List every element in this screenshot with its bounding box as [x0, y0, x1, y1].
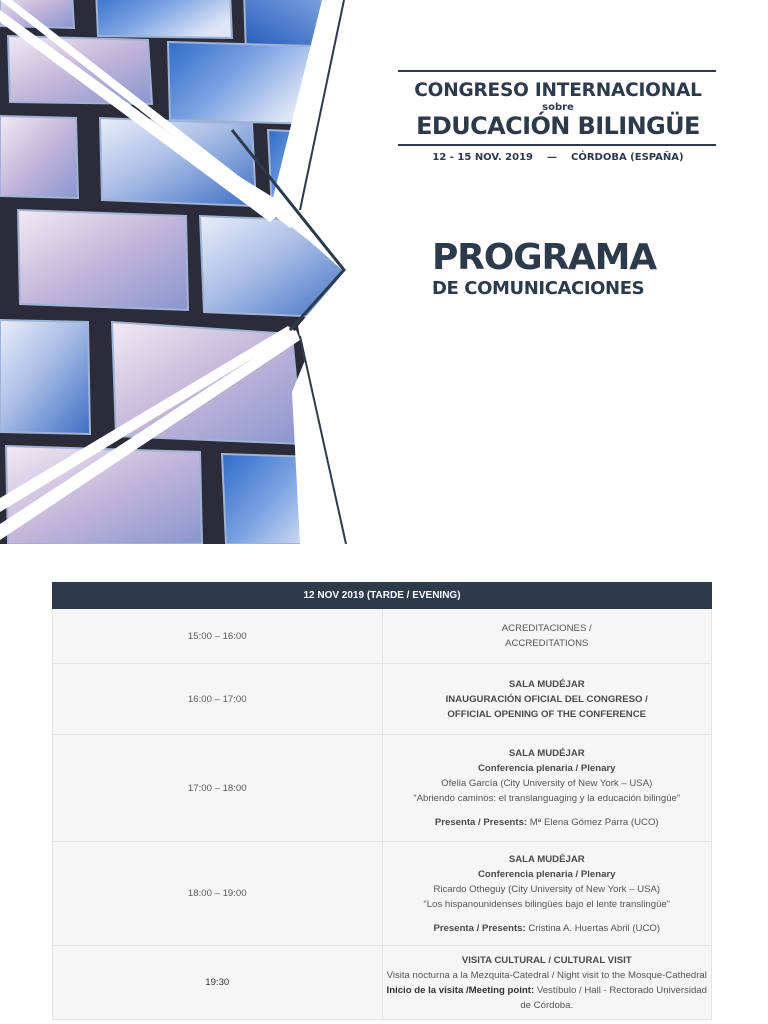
table-row [53, 946, 712, 1020]
session-type: Conferencia plenaria / Plenary [477, 868, 616, 880]
presents-label: Presenta / Presents: [433, 922, 526, 934]
row-time: 15:00 – 16:00 [53, 609, 383, 664]
congress-title-line2: EDUCACIÓN BILINGÜE [416, 112, 700, 140]
talk-title: “Abriendo caminos: el translanguaging y la educación bilingüe” [413, 793, 681, 804]
row-line: INAUGURACIÓN OFICIAL DEL CONGRESO / [445, 693, 648, 705]
meeting-place: Vestíbulo / Hall - Rectorado Universidad de Córdoba. [520, 984, 707, 1011]
meeting-line [383, 983, 712, 1013]
row-time: 17:00 – 18:00 [53, 735, 383, 842]
programa-title-block [432, 238, 678, 300]
row-time: 18:00 – 19:00 [53, 842, 383, 946]
row-content [382, 609, 712, 664]
speaker: Ofelia García (City University of New York – USA) [441, 778, 653, 789]
dates-location-row [398, 152, 718, 163]
row-line: ACCREDITATIONS [505, 638, 589, 649]
row-line: ACREDITACIONES / [501, 623, 592, 634]
table-row [53, 842, 712, 946]
presenter-name: Mª Elena Gómez Parra (UCO) [527, 817, 659, 828]
presents-label: Presenta / Presents: [434, 817, 528, 828]
speaker: Ricardo Otheguy (City University of New York – USA) [433, 883, 661, 895]
table-row [53, 609, 712, 664]
row-line: Visita nocturna a la Mezquita-Catedral / Night visit to the Mosque-Cathedral [386, 969, 707, 981]
talk-title: “Los hispanounidenses bilingües bajo el lente translingüe” [423, 898, 670, 910]
row-content [382, 946, 712, 1020]
glass-mosaic-image [0, 0, 350, 544]
congress-title-sobre: sobre [542, 102, 574, 113]
dash-separator: — [546, 152, 557, 163]
schedule-table [52, 582, 712, 1020]
room-name: SALA MUDÉJAR [508, 748, 585, 759]
comunicaciones-subtitle: DE COMUNICACIONES [432, 278, 645, 299]
congress-location: CÓRDOBA (ESPAÑA) [570, 152, 684, 163]
row-time: 19:30 [53, 946, 383, 1020]
room-name: SALA MUDÉJAR [508, 678, 585, 690]
row-content [382, 842, 712, 946]
congress-title-block [398, 70, 718, 163]
programa-title: PROGRAMA [432, 237, 656, 278]
congress-dates: 12 - 15 NOV. 2019 [432, 152, 533, 163]
table-row [53, 664, 712, 735]
table-row [53, 735, 712, 842]
visit-title: VISITA CULTURAL / CULTURAL VISIT [461, 954, 632, 966]
room-name: SALA MUDÉJAR [508, 853, 585, 865]
row-line: OFFICIAL OPENING OF THE CONFERENCE [447, 708, 647, 720]
spacer [383, 912, 712, 921]
bottom-rule [398, 144, 716, 146]
schedule-header: 12 NOV 2019 (TARDE / EVENING) [53, 583, 712, 609]
presenter-line [383, 921, 712, 936]
meeting-label: Inicio de la visita /Meeting point: [386, 984, 535, 996]
row-content [382, 664, 712, 735]
top-rule [398, 70, 716, 72]
spacer [383, 806, 712, 815]
row-time: 16:00 – 17:00 [53, 664, 383, 735]
presenter-line [383, 815, 712, 830]
congress-title-line1: CONGRESO INTERNACIONAL [414, 80, 702, 101]
row-content [382, 735, 712, 842]
session-type: Conferencia plenaria / Plenary [477, 763, 616, 774]
presenter-name: Cristina A. Huertas Abril (UCO) [525, 922, 661, 934]
